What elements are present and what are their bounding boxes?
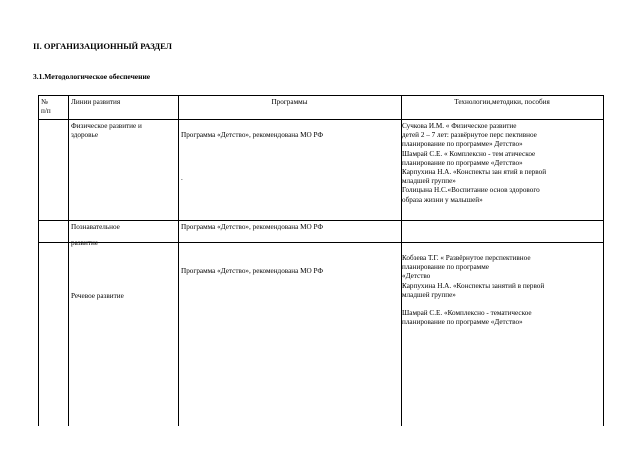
table-row: Познавательное <box>71 223 120 231</box>
section-title: II. ОРГАНИЗАЦИОННЫЙ РАЗДЕЛ <box>33 41 173 51</box>
program-cell: Программа «Детство», рекомендована МО РФ <box>181 131 324 139</box>
tech-cell: Кобзева Т.Г. « Развёрнутое перспективное планирование по программе «Детство Карпухина Н.А. «Конспекты занятий в первой младшей группе» Шамрай С.Е. «Комплексно - тематическое планирование по программе «Детство» <box>402 254 545 327</box>
table-border-top <box>38 95 604 96</box>
table-border-right <box>603 95 604 426</box>
column-divider <box>178 95 179 426</box>
row-divider <box>38 220 604 221</box>
header-row-divider <box>38 119 604 120</box>
table-border-left <box>38 95 39 426</box>
table-row: Физическое развитие и здоровье <box>71 122 142 140</box>
row-divider <box>38 242 604 243</box>
program-cell: Программа «Детство», рекомендована МО РФ <box>181 267 324 275</box>
stray-mark: . <box>181 174 183 182</box>
column-divider <box>68 95 69 426</box>
program-cell: Программа «Детство», рекомендована МО РФ <box>181 223 324 231</box>
table-row: развитие <box>71 239 99 247</box>
subsection-title: 3.1.Методологическое обеспечение <box>33 72 151 81</box>
tech-cell: Сучкова И.М. « Физическое развитие детей 2 – 7 лет: развёрнутое перс пективное планирование по программе» Детство» Шамрай С.Е. « Комплексно - тем атическое планирование по программе «Детство» Карпухина Н.А. «Конспекты зан ятий в первой младшей группе» Голицына Н.С.«Воспитание основ здорового образа жизни у малышей» <box>402 122 547 204</box>
header-programs: Программы <box>271 98 308 106</box>
table-row: Речевое развитие <box>71 292 124 300</box>
header-development-lines: Линии развития <box>71 98 121 106</box>
header-number: № п/п <box>41 98 51 116</box>
header-technologies: Технологии,методики, пособия <box>454 98 550 106</box>
